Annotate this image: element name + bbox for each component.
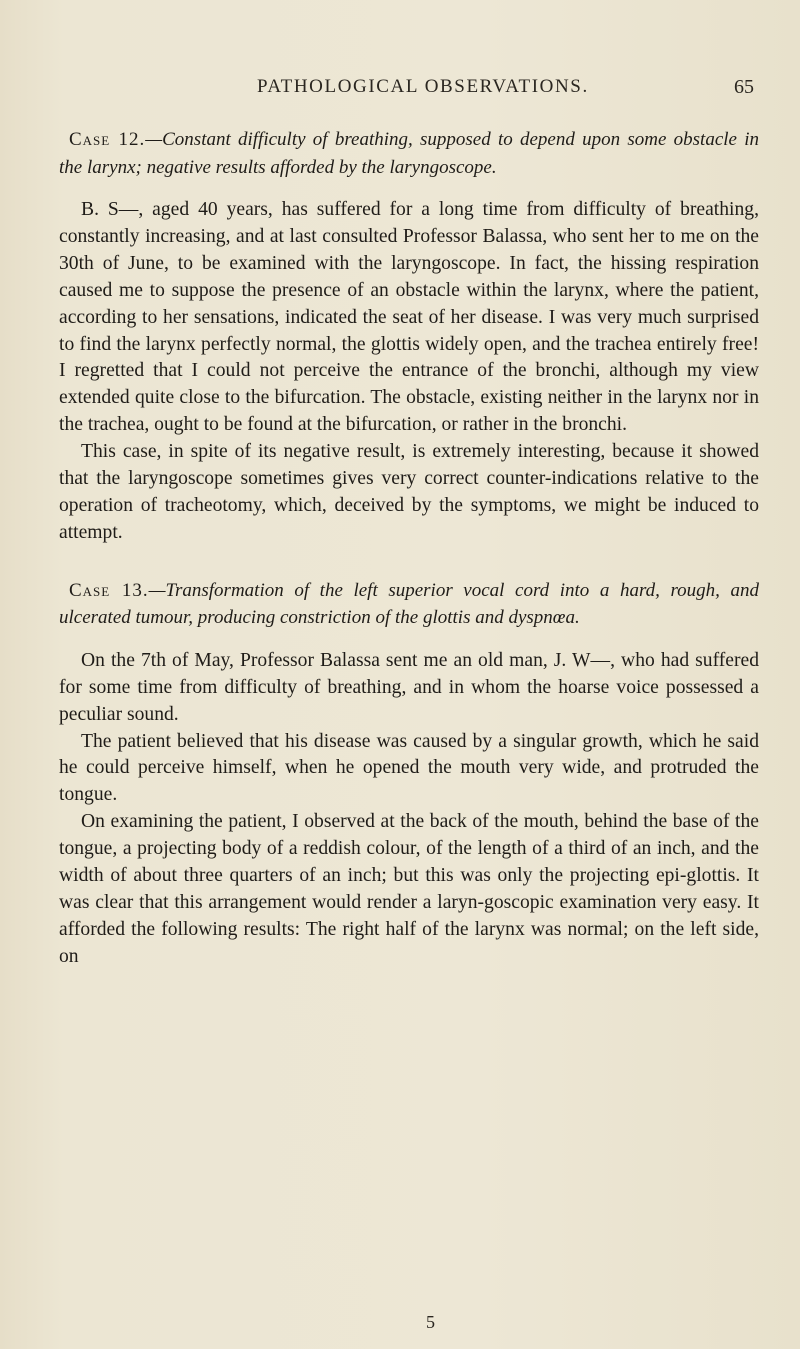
case-12-title: —Constant difficulty of breathing, supposed to depend upon some obstacle in the larynx; negative results afforded by the laryngoscope. bbox=[59, 129, 759, 178]
case-13-title: —Transformation of the left superior vocal cord into a hard, rough, and ulcerated tumour, producing constriction of the glottis and dyspnœa. bbox=[59, 579, 760, 629]
running-title: PATHOLOGICAL OBSERVATIONS. bbox=[257, 76, 589, 97]
signature-mark: 5 bbox=[426, 1312, 435, 1332]
case-12-paragraph-2: This case, in spite of its negative result, is extremely interesting, because it showed that the laryngoscope sometimes gives very correct counter-indications relative to the operation of tracheotomy, which, deceived by the symptoms, we might be induced to attempt. bbox=[59, 441, 759, 543]
case-13-paragraph-2: The patient believed that his disease was caused by a singular growth, which he said he could perceive himself, when he opened the mouth very wide, and protruded the tongue. bbox=[59, 730, 759, 806]
running-head bbox=[0, 76, 800, 102]
case-13-heading bbox=[59, 577, 759, 632]
case-13-paragraph-3: On examining the patient, I observed at the back of the mouth, behind the base of the tongue, a projecting body of a reddish colour, of the length of a third of an inch, and the width of about three quarters of an inch; but this was only the projecting epi-glottis. It was clear that this arrangement would render a laryn-goscopic examination very easy. It afforded the following results: The right half of the larynx was normal; on the left side, on bbox=[59, 811, 759, 967]
case-13-label: Case 13. bbox=[69, 579, 149, 601]
case-13-paragraph-1: On the 7th of May, Professor Balassa sent me an old man, J. W—, who had suffered for some time from difficulty of breathing, and in whom the hoarse voice possessed a peculiar sound. bbox=[59, 649, 759, 725]
spacer bbox=[59, 181, 759, 197]
body-text bbox=[59, 126, 759, 971]
spacer bbox=[59, 632, 759, 648]
page-number: 65 bbox=[734, 76, 754, 98]
case-12-label: Case 12. bbox=[69, 129, 146, 150]
case-12-paragraph-1: B. S—, aged 40 years, has suffered for a long time from difficulty of breathing, constantly increasing, and at last consulted Professor Balassa, who sent her to me on the 30th of June, to be examined with the laryngoscope. In fact, the hissing respiration caused me to suppose the presence of an obstacle within the larynx, where the patient, according to her sensations, indicated the seat of her disease. I was very much surprised to find the larynx perfectly normal, the glottis widely open, and the trachea entirely free! I regretted that I could not perceive the entrance of the bronchi, although my view extended quite close to the bifurcation. The obstacle, existing neither in the larynx nor in the trachea, ought to be found at the bifurcation, or rather in the bronchi. bbox=[59, 199, 759, 436]
case-12-heading bbox=[59, 126, 759, 181]
spacer bbox=[59, 547, 759, 577]
